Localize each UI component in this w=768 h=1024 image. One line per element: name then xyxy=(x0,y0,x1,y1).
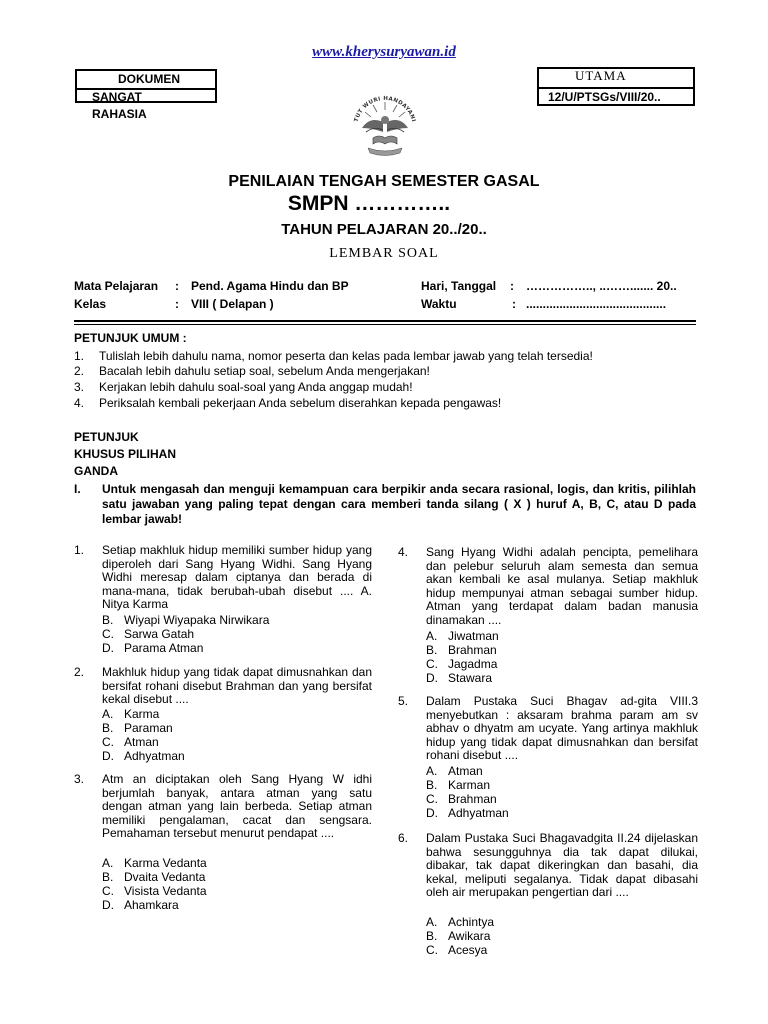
option-b: B. Wiyapi Wiyapaka Nirwikara xyxy=(102,613,270,627)
option-c: C. Jagadma xyxy=(426,657,498,671)
divider-line xyxy=(74,320,696,322)
option-d: D. Stawara xyxy=(426,671,493,685)
svg-text:TUT WURI HANDAYANI: TUT WURI HANDAYANI xyxy=(353,95,417,123)
option-c: C. Atman xyxy=(102,735,159,749)
hari-label: Hari, Tanggal xyxy=(421,279,497,293)
kelas-value: VIII ( Delapan ) xyxy=(191,297,274,311)
option-c: C. Visista Vedanta xyxy=(102,884,207,898)
option-c: C. Acesya xyxy=(426,943,488,957)
petunjuk-khusus-line: GANDA xyxy=(74,464,118,478)
waktu-label: Waktu xyxy=(421,297,457,311)
doc-label-rahasia: RAHASIA xyxy=(92,107,147,121)
exam-title: PENILAIAN TENGAH SEMESTER GASAL xyxy=(228,173,540,190)
sheet-type: LEMBAR SOAL xyxy=(329,246,439,261)
hari-value: …………….., ..……....... 20.. xyxy=(526,279,677,293)
website-link[interactable]: www.kherysuryawan.id xyxy=(312,44,456,60)
option-d: D. Adhyatman xyxy=(426,806,509,820)
option-c: C. Sarwa Gatah xyxy=(102,627,195,641)
waktu-value: .......................................... xyxy=(526,297,667,311)
mapel-value: Pend. Agama Hindu dan BP xyxy=(191,279,349,293)
school-name: SMPN ………….. xyxy=(287,192,451,215)
mapel-label: Mata Pelajaran xyxy=(74,279,159,293)
academic-year: TAHUN PELAJARAN 20../20.. xyxy=(281,221,487,238)
option-a: A. Karma xyxy=(102,707,160,721)
divider xyxy=(539,87,693,89)
option-b: B. Awikara xyxy=(426,929,491,943)
option-d: D. Parama Atman xyxy=(102,641,204,655)
divider-line xyxy=(74,324,696,325)
option-a: A. Atman xyxy=(426,764,483,778)
colon: : xyxy=(510,279,514,293)
kelas-label: Kelas xyxy=(74,297,107,311)
petunjuk-khusus-line: PETUNJUK xyxy=(74,430,139,444)
doc-label-dokumen: DOKUMEN xyxy=(118,72,180,86)
option-c: C. Brahman xyxy=(426,792,497,806)
option-a: A. Jiwatman xyxy=(426,629,499,643)
option-a: A. Karma Vedanta xyxy=(102,856,207,870)
colon: : xyxy=(175,297,179,311)
option-d: D. Adhyatman xyxy=(102,749,185,763)
tut-wuri-handayani-logo xyxy=(340,88,430,158)
option-b: B. Dvaita Vedanta xyxy=(102,870,206,884)
option-a: A. Achintya xyxy=(426,915,495,929)
petunjuk-umum-title: PETUNJUK UMUM : xyxy=(74,331,187,345)
petunjuk-khusus-line: KHUSUS PILIHAN xyxy=(74,447,177,461)
document-code: 12/U/PTSGs/VIII/20.. xyxy=(548,90,661,104)
option-b: B. Brahman xyxy=(426,643,497,657)
utama-label: UTAMA xyxy=(575,68,627,83)
option-b: B. Karman xyxy=(426,778,491,792)
doc-label-sangat: SANGAT xyxy=(92,90,142,104)
option-b: B. Paraman xyxy=(102,721,173,735)
colon: : xyxy=(512,297,516,311)
colon: : xyxy=(175,279,179,293)
option-d: D. Ahamkara xyxy=(102,898,179,912)
